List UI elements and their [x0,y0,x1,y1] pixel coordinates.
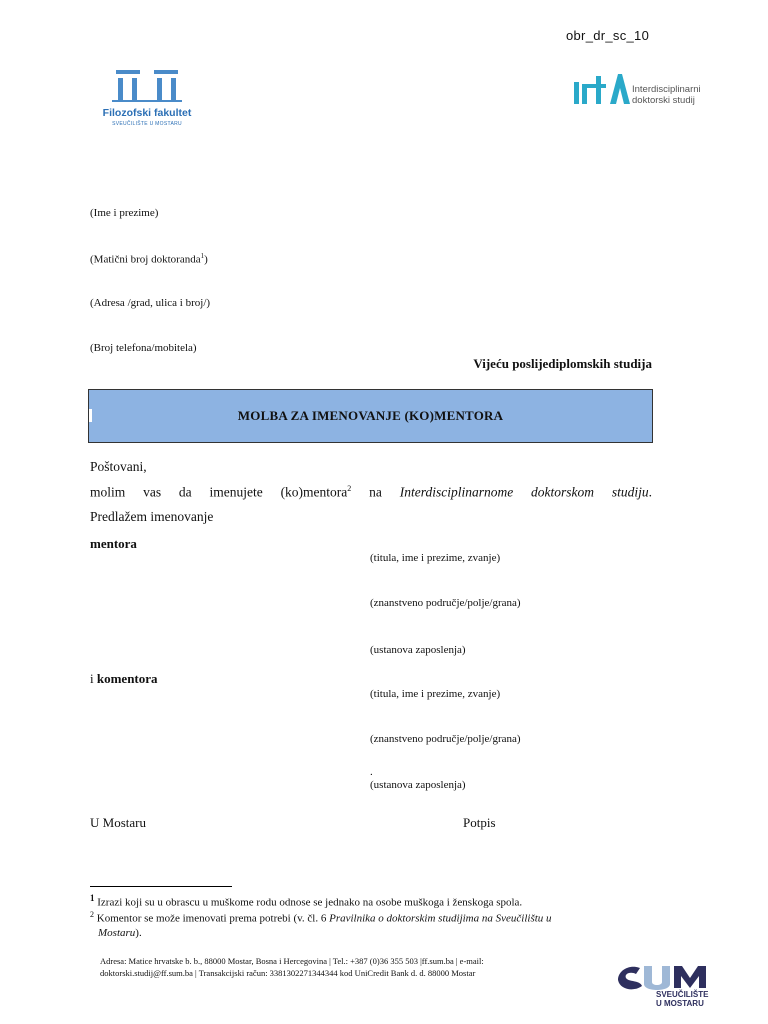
ids-line1: Interdisciplinarni [632,84,701,95]
field-address-label: (Adresa /grad, ulica i broj/) [90,297,211,309]
mentor-field-institution: (ustanova zaposlenja) [370,644,466,656]
footnote-1 [90,891,650,910]
footnote-2-text: Komentor se može imenovati prema potrebi (v. čl. 6 [94,912,330,925]
mentor-label: mentora [90,536,137,551]
faculty-logo [92,66,202,130]
doctoral-study-logo [572,70,712,110]
form-code: obr_dr_sc_10 [566,28,650,43]
field-id-number-text: (Matični broj doktoranda [90,253,201,266]
university-name [656,990,708,1008]
university-emblem-icon [616,962,716,990]
mentor-field-name: (titula, ime i prezime, zvanje) [370,552,501,564]
footer-line1: Adresa: Matice hrvatske b. b., 88000 Mostar, Bosna i Hercegovina | Tel.: +387 (0)36 355 503 |ff.sum.ba | e-mail: [100,956,484,966]
footnote-2-italic: Pravilnika o doktorskim studijima na Sveučilištu u [329,912,552,925]
co-mentor-prefix: i [90,671,97,686]
university-line1: SVEUČILIŠTE [656,990,709,999]
co-mentor-field-area: (znanstveno područje/polje/grana) [370,733,521,745]
footnote-2-italic-cont: Mostaru [98,926,136,939]
recipient: Vijeću poslijediplomskih studija [473,356,652,371]
footer-address [100,955,600,979]
co-mentor-dot: . [370,766,373,778]
footnote-ref-1: 1 [200,252,205,260]
university-logo [616,962,716,1014]
footnote-2-end: ). [135,926,142,939]
university-line2: U MOSTARU [656,999,704,1008]
footnote-ref-2: 2 [347,484,352,493]
field-name-label: (Ime i prezime) [90,207,159,219]
footnote-1-text: Izrazi koji su u obrascu u muškome rodu odnose se jednako na osobe muškoga i ženskoga spola. [94,896,523,909]
title-box [88,389,653,443]
ids-emblem-icon [572,70,630,110]
greeting: Poštovani, [90,459,147,474]
faculty-name: Filozofski fakultet [102,107,192,119]
co-mentor-label [90,671,158,687]
field-phone-label: (Broj telefona/mobitela) [90,342,197,354]
footnote-2 [90,908,650,940]
study-name: Interdisciplinarnome doktorskom studiju [399,484,649,500]
footer-line2: doktorski.studij@ff.sum.ba | Transakcijski račun: 3381302271344344 kod UniCredit Bank d. d. 88000 Mostar [100,968,476,978]
mentor-field-area: (znanstveno područje/polje/grana) [370,597,521,609]
request-end: . [648,484,652,500]
place: U Mostaru [90,815,146,830]
co-mentor-field-institution: (ustanova zaposlenja) [370,779,466,791]
footnote-1-number: 1 [90,893,95,903]
request-sentence [90,484,652,501]
proposal-line: Predlažem imenovanje [90,509,214,524]
ids-line2: doktorski studij [632,95,695,106]
co-mentor-field-name: (titula, ime i prezime, zvanje) [370,688,501,700]
request-connector: na [351,484,400,500]
footnote-rule [90,886,232,887]
signature-label: Potpis [463,815,496,830]
footnote-2-number: 2 [90,910,94,919]
faculty-university: SVEUČILIŠTE U MOSTARU [112,121,182,127]
request-text: molim vas da imenujete (ko)mentora [90,484,348,500]
document-title: MOLBA ZA IMENOVANJE (KO)MENTORA [237,408,504,423]
field-id-number-label: (Matični broj doktoranda$^1$) [90,252,208,266]
faculty-emblem-icon [92,66,202,106]
co-mentor-label-text: komentora [96,671,158,686]
doctoral-study-name [632,84,701,106]
